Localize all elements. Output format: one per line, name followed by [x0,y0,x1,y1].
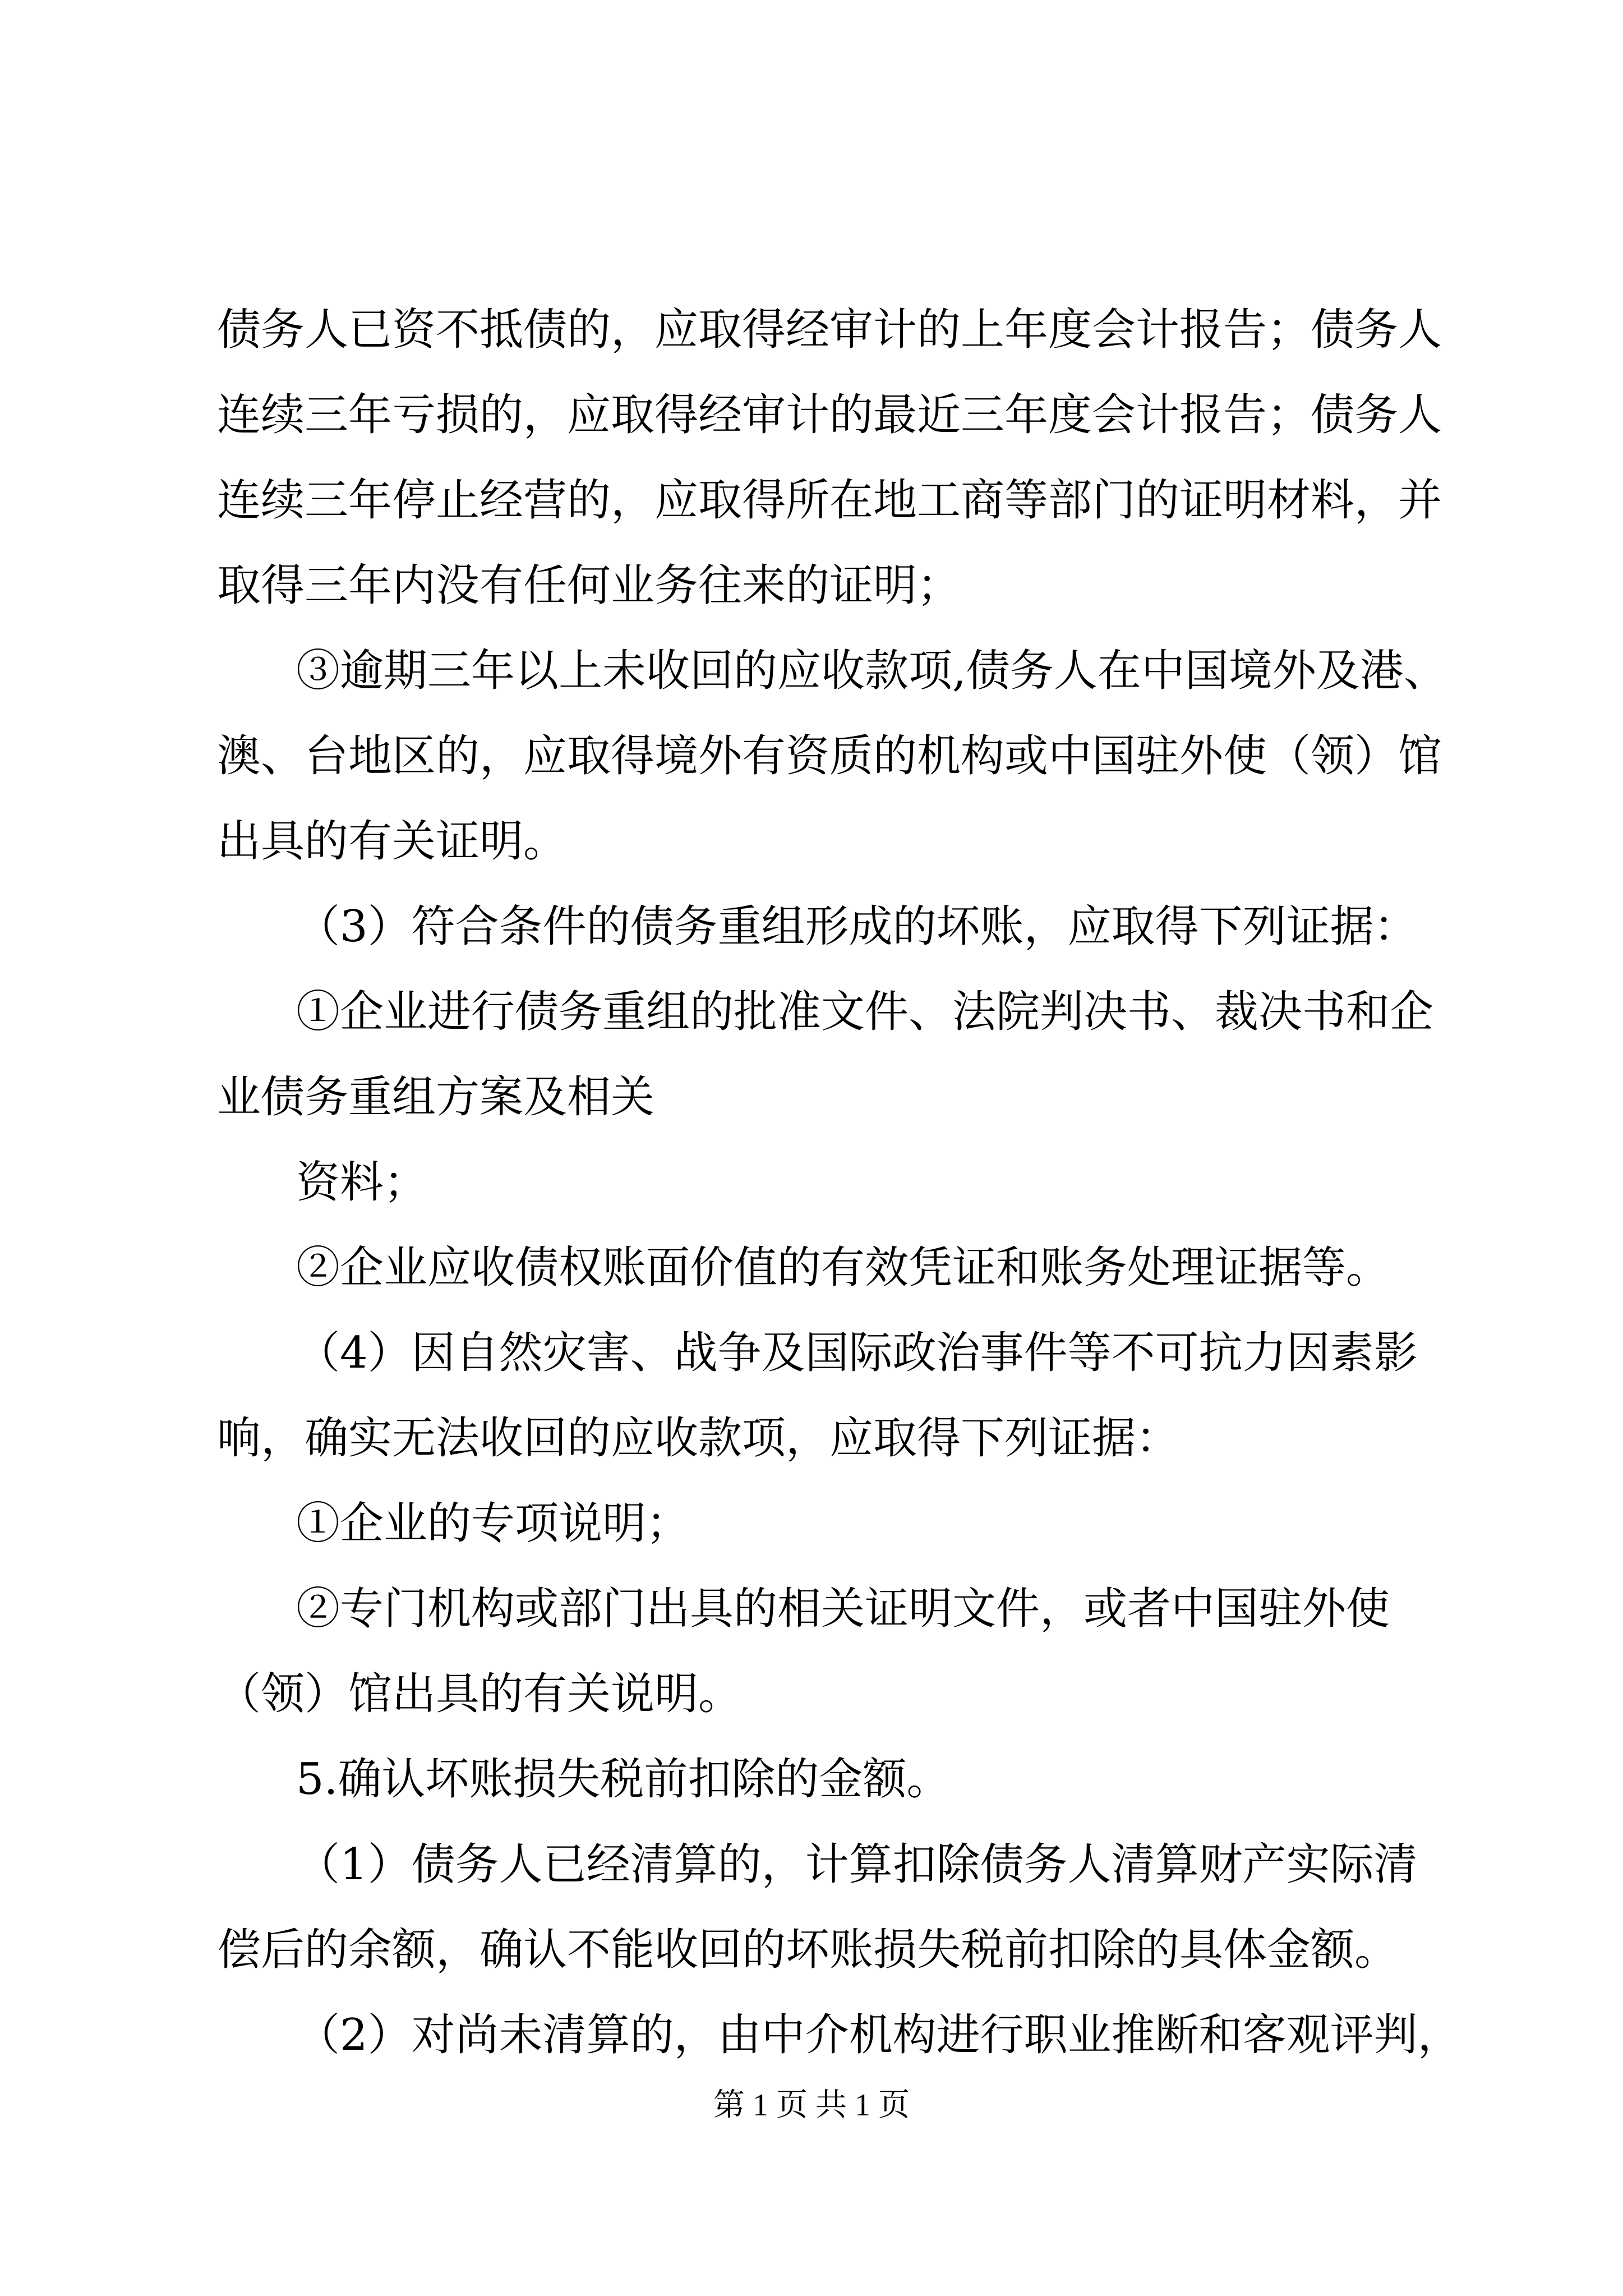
text-line: 资料； [296,1157,428,1208]
text-line: 澳、台地区的，应取得境外有资质的机构或中国驻外使（领）馆 [217,731,1442,781]
text-line: ①企业的专项说明； [296,1498,690,1549]
text-line: ②专门机构或部门出具的相关证明文件，或者中国驻外使 [296,1584,1390,1634]
text-line: 连续三年停止经营的，应取得所在地工商等部门的证明材料，并 [217,475,1442,526]
text-line: 连续三年亏损的，应取得经审计的最近三年度会计报告；债务人 [217,390,1442,440]
text-line: （3）符合条件的债务重组形成的坏账，应取得下列证据： [296,901,1418,952]
text-line: （2）对尚未清算的，由中介机构进行职业推断和客观评判， [296,2010,1461,2060]
page-footer: 第 1 页 共 1 页 [713,2088,910,2123]
text-line: 取得三年内没有任何业务往来的证明； [217,560,961,611]
text-line: （4）因自然灾害、战争及国际政治事件等不可抗力因素影 [296,1328,1418,1378]
text-line: 出具的有关证明。 [217,816,568,867]
text-line: 偿后的余额，确认不能收回的坏账损失税前扣除的具体金额。 [217,1925,1399,1975]
text-line: 5.确认坏账损失税前扣除的金额。 [296,1754,951,1805]
text-line: （领）馆出具的有关说明。 [217,1669,743,1719]
text-line: 响，确实无法收回的应收款项，应取得下列证据： [217,1413,1180,1464]
text-line: （1）债务人已经清算的，计算扣除债务人清算财产实际清 [296,1839,1418,1890]
text-line: ③逾期三年以上未收回的应收款项,债务人在中国境外及港、 [296,646,1447,696]
text-line: ①企业进行债务重组的批准文件、法院判决书、裁决书和企 [296,987,1434,1037]
text-line: 业债务重组方案及相关 [217,1072,655,1122]
text-line: ②企业应收债权账面价值的有效凭证和账务处理证据等。 [296,1243,1390,1293]
text-line: 债务人已资不抵债的，应取得经审计的上年度会计报告；债务人 [217,305,1442,355]
